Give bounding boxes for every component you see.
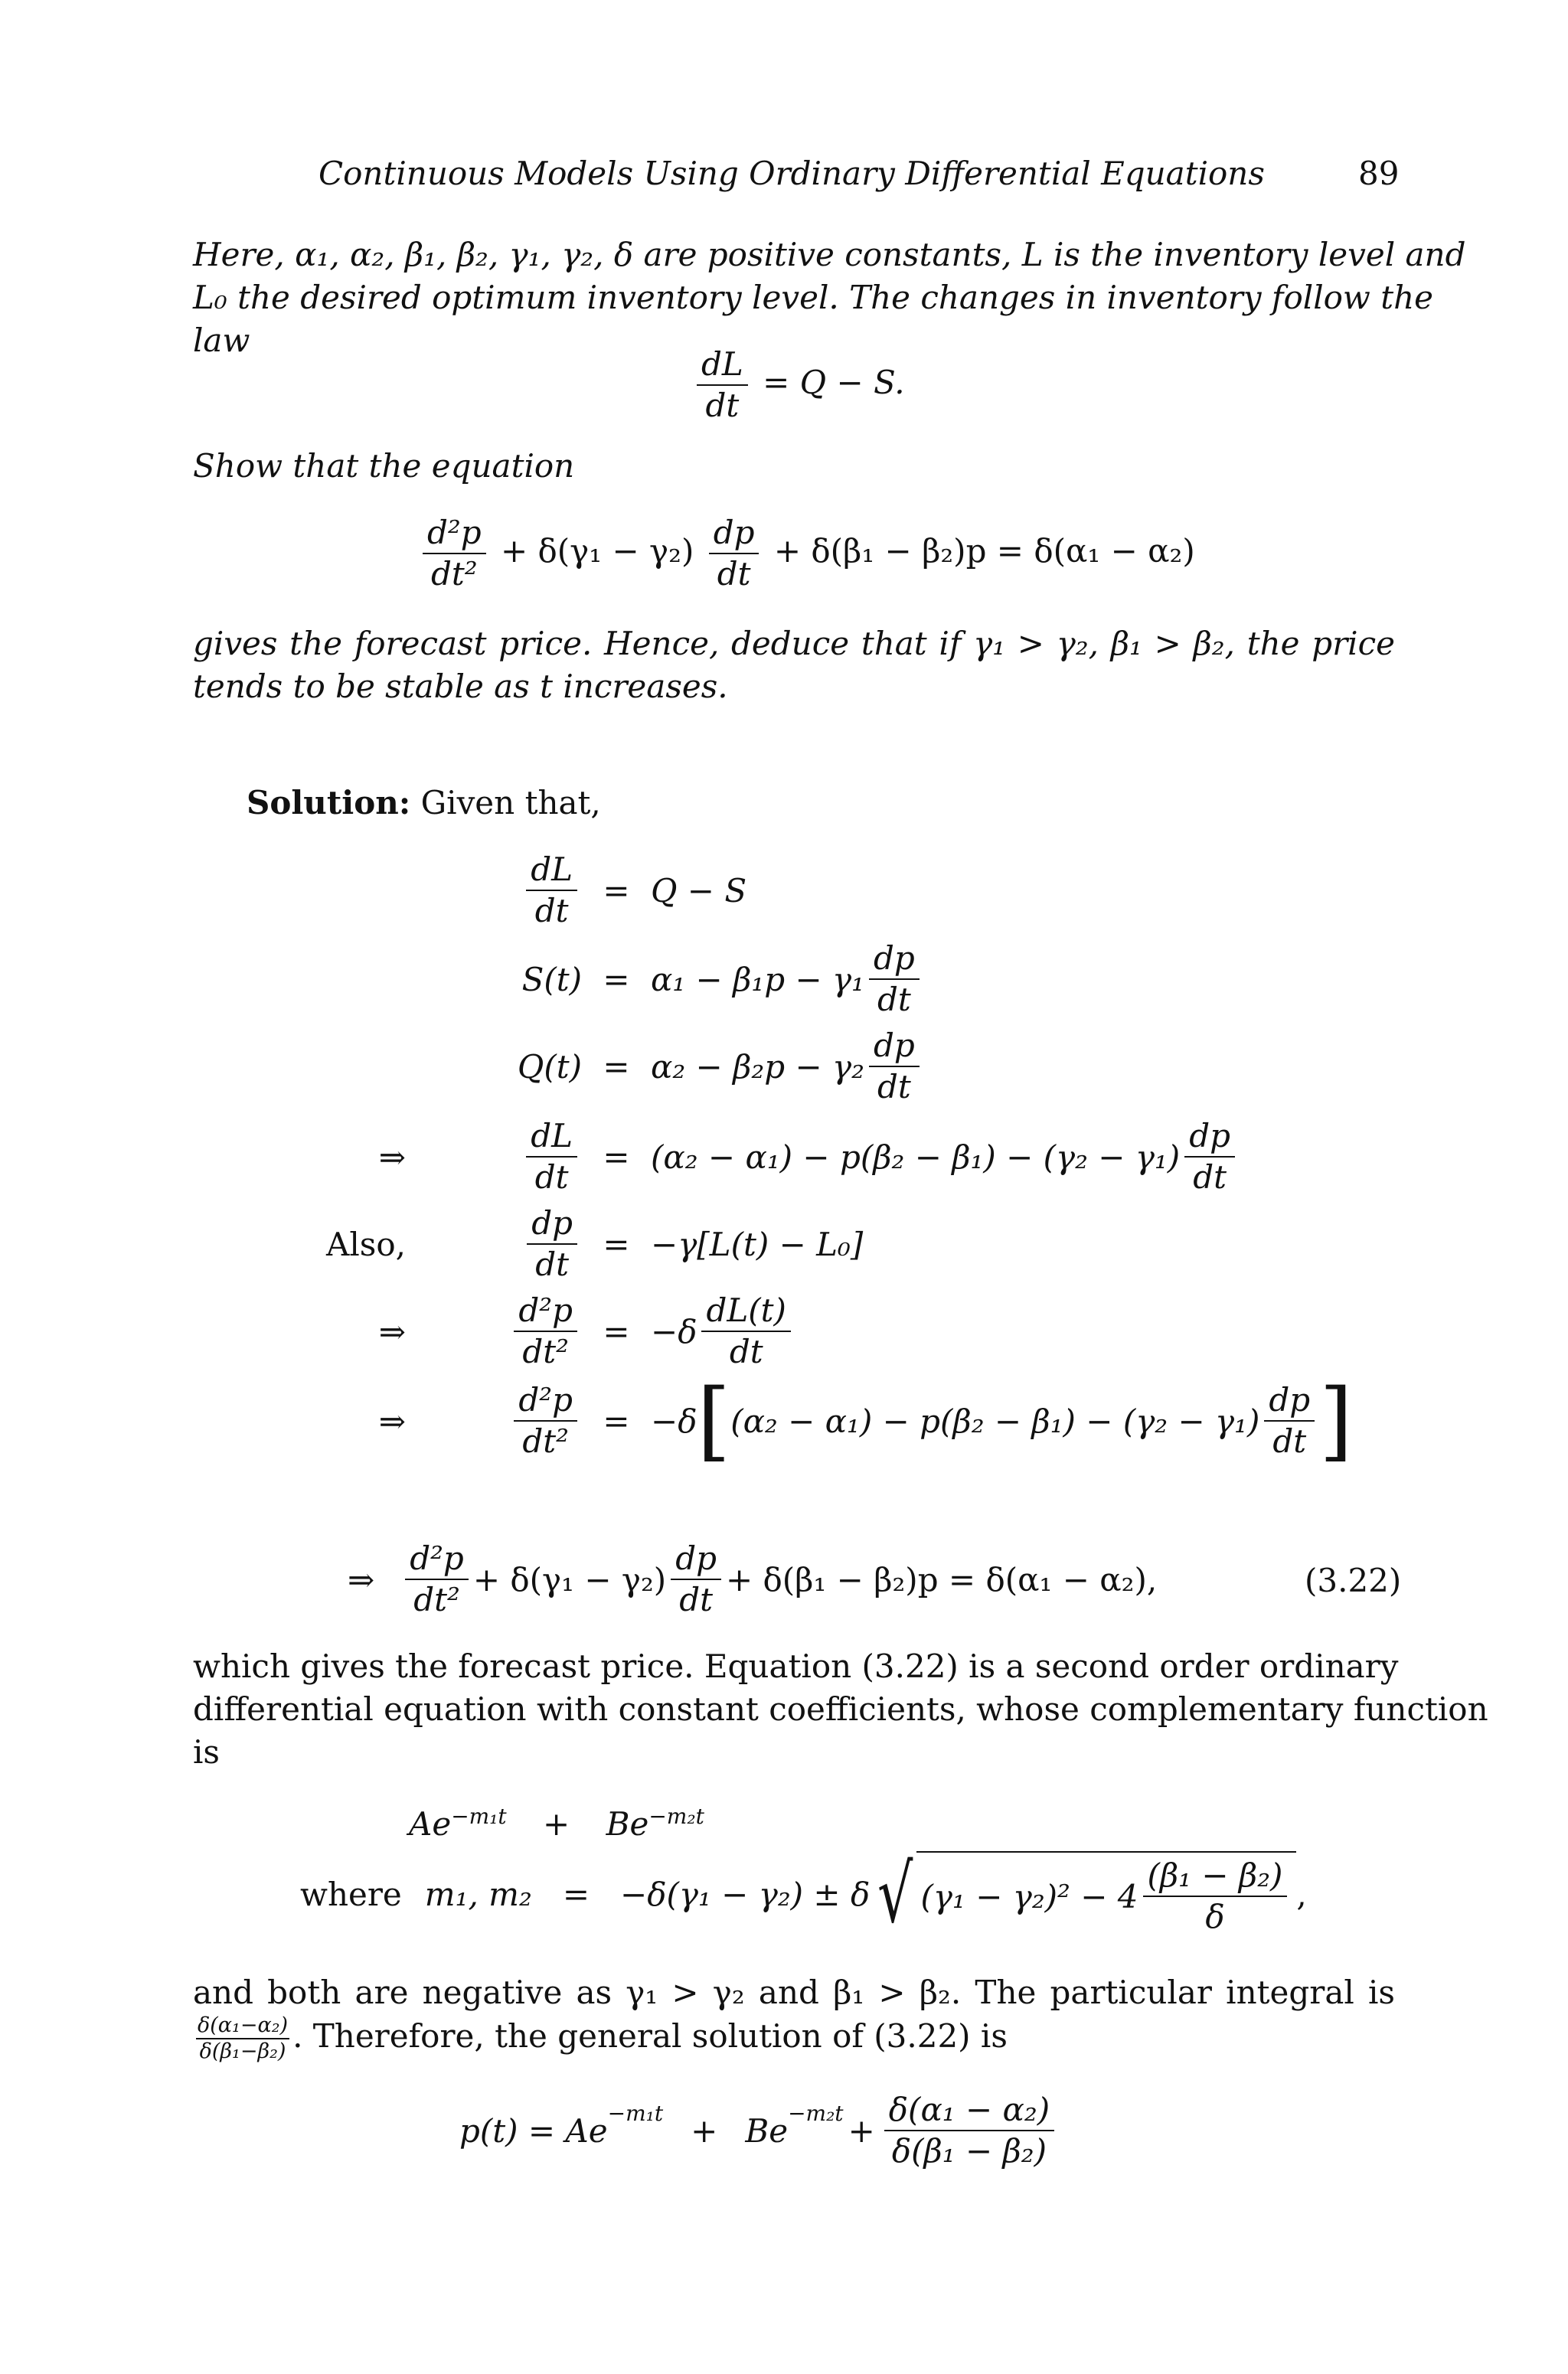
derivation-row-1: $\frac{dL}{dt}$ = Q − S xyxy=(291,850,746,931)
general-solution: p(t) = Ae $^{-m_1t}$ + Be $^{-m_2t}$ + $\frac{\text{δ(α₁ − α₂)}}{\text{δ(β₁ − β₂)}}$ xyxy=(459,2090,1059,2171)
para2-line-2: $\frac{\text{δ(α₁−α₂)}}{\text{δ(β₁−β₂)}}$ . Therefore, the general solution of (3.22) is xyxy=(198,2013,1008,2063)
roots-equation: where m₁, m₂ = −δ(γ₁ − γ₂) ± δ √ (γ₁ − γ₂)² − 4 $\frac{\text{(β₁ − β₂)}}{\delta}$ , xyxy=(300,1847,1307,1941)
dL-dt-fraction: $\frac{dL}{dt}$ xyxy=(697,345,748,426)
equation-3-22: ⇒ $\frac{\text{d²p}}{\text{dt²}}$ + δ(γ₁ − γ₂) $\frac{dp}{dt}$ + δ(β₁ − β₂)p = δ(α₁ − α₂), xyxy=(348,1540,1158,1618)
solution-heading: Solution: Given that, xyxy=(247,784,601,821)
solution-label: Solution: xyxy=(247,784,411,821)
page-number: 89 xyxy=(1358,155,1400,192)
derivation-row-3: Q(t) = α₂ − β₂p − γ₂ $\frac{dp}{dt}$ xyxy=(291,1026,924,1107)
derivation-row-6: ⇒ $\frac{\text{d²p}}{\text{dt²}}$ = −δ $\frac{dL(t)}{dt}$ xyxy=(291,1291,795,1372)
right-bracket: ] xyxy=(1319,1371,1353,1471)
complementary-function: $Ae^{-m_1t} + Be^{-m_2t}$ xyxy=(409,1804,704,1843)
derivation-row-2: S(t) = α₁ − β₁p − γ₁ $\frac{dp}{dt}$ xyxy=(291,939,924,1020)
problem-ode-equation: $\frac{\text{d²p}}{\text{dt²}}$ + δ(γ₁ − γ₂) $\frac{dp}{dt}$ + δ(β₁ − β₂)p = δ(α₁ − α₂) xyxy=(418,513,1195,594)
particular-integral-fraction: $\frac{\text{δ(α₁−α₂)}}{\text{δ(β₁−β₂)}}$ xyxy=(198,2013,289,2063)
derivation-row-7: ⇒ $\frac{\text{d²p}}{\text{dt²}}$ = −δ [ (α₂ − α₁) − p(β₂ − β₁) − (γ₂ − γ₁) $\frac{dp}{dt}$ ] xyxy=(378,1371,1353,1471)
derivation-row-4: ⇒ $\frac{dL}{dt}$ = (α₂ − α₁) − p(β₂ − β₁) − (γ₂ − γ₁) $\frac{dp}{dt}$ xyxy=(291,1116,1240,1197)
problem-line-3: law xyxy=(193,322,250,359)
para2-line-1: and both are negative as γ₁ > γ₂ and β₁ > β₂. The particular integral is xyxy=(193,1974,1395,2011)
problem-after-line-2: tends to be stable as t increases. xyxy=(193,668,728,705)
square-root: √ (γ₁ − γ₂)² − 4 $\frac{\text{(β₁ − β₂)}}{\delta}$ xyxy=(870,1851,1296,1937)
problem-line-1: Here, α₁, α₂, β₁, β₂, γ₁, γ₂, δ are positive constants, L is the inventory level and xyxy=(193,236,1466,273)
para1-line-2: differential equation with constant coefficients, whose complementary function xyxy=(193,1690,1488,1728)
left-bracket: [ xyxy=(697,1371,731,1471)
running-title: Continuous Models Using Ordinary Differential Equations xyxy=(318,155,1265,192)
para1-line-3: is xyxy=(193,1733,220,1771)
para1-line-1: which gives the forecast price. Equation (3.22) is a second order ordinary xyxy=(193,1647,1399,1685)
equation-tag-3-22: (3.22) xyxy=(1305,1562,1402,1599)
problem-line-2: L₀ the desired optimum inventory level. The changes in inventory follow the xyxy=(193,279,1433,316)
derivation-row-5: Also, $\frac{dp}{dt}$ = −γ[L(t) − L₀] xyxy=(326,1204,864,1283)
show-that-text: Show that the equation xyxy=(193,447,575,485)
inventory-law-equation: $\frac{dL}{dt}$ = Q − S. xyxy=(692,345,905,426)
problem-after-line-1: gives the forecast price. Hence, deduce that if γ₁ > γ₂, β₁ > β₂, the price xyxy=(193,625,1395,662)
